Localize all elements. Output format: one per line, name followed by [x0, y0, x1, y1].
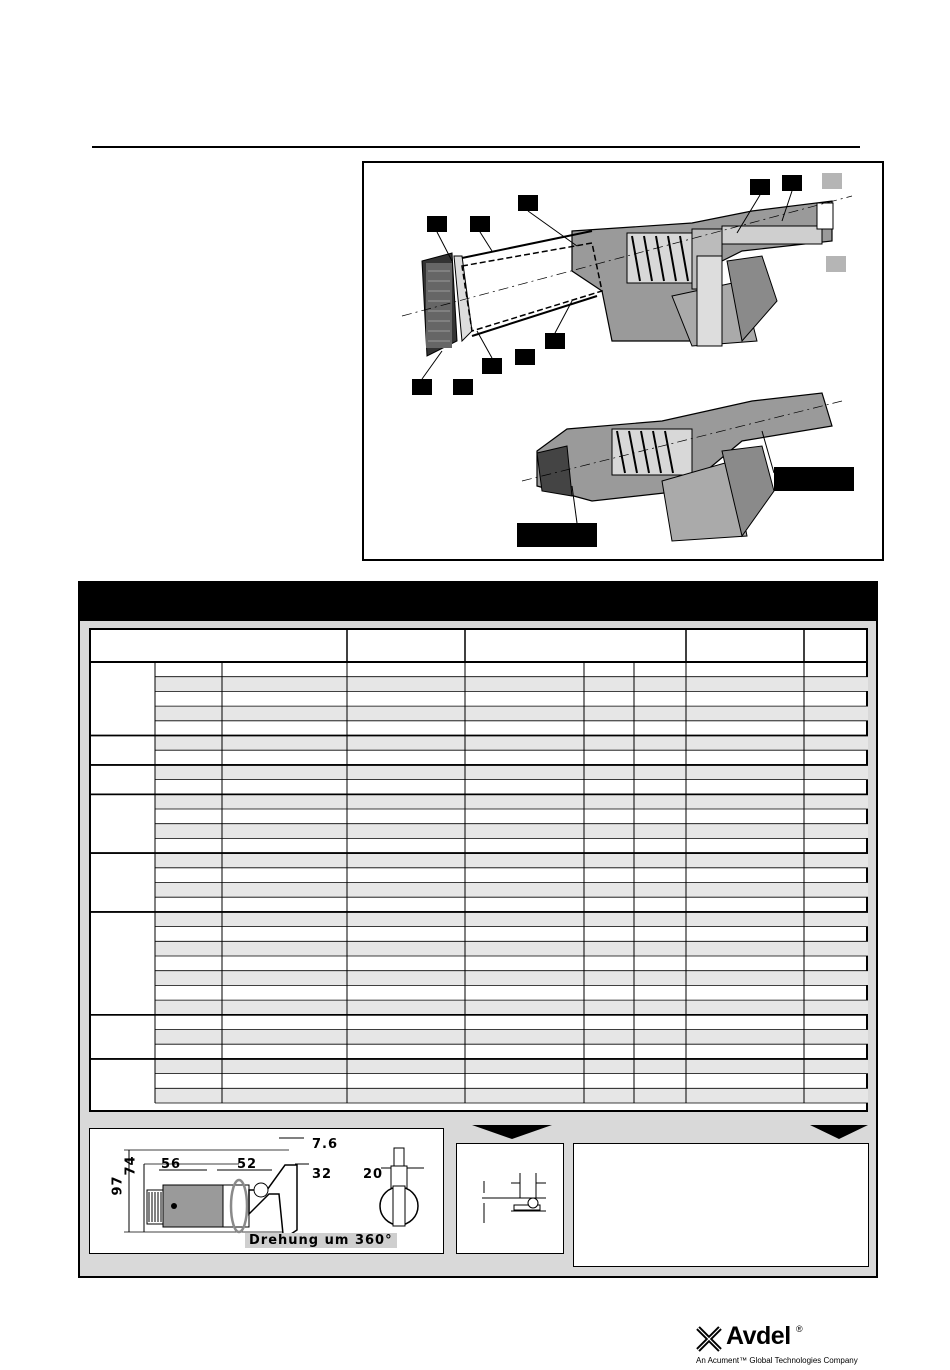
nose-detail-drawing [456, 1143, 564, 1254]
width-dim-2: 52 [237, 1157, 258, 1172]
side-dim: 32 [312, 1167, 333, 1182]
panel-header-bar [78, 581, 878, 621]
logo-name: Avdel [726, 1322, 791, 1350]
lower-tool-drawing [517, 393, 854, 547]
table-row-shade [155, 853, 868, 868]
header-rule [92, 146, 860, 148]
height-dim-1: 97 [110, 1175, 126, 1196]
table-grid [89, 628, 868, 1112]
end-view-dim: 20 [363, 1167, 384, 1182]
table-row-shade [155, 971, 868, 986]
brand-logo [696, 1322, 858, 1365]
table-row-shade [155, 1088, 868, 1103]
table-row-shade [155, 677, 868, 692]
width-dim-1: 56 [161, 1157, 182, 1172]
table-row-shade [155, 912, 868, 927]
upper-tool-drawing [402, 196, 852, 356]
tool-cross-section-drawing [362, 161, 884, 561]
table-row-shade [155, 824, 868, 839]
table-row-shade [155, 736, 868, 751]
table-row-shade [155, 941, 868, 956]
logo-tagline: An Acument™ Global Technologies Company [696, 1356, 858, 1365]
avdel-x-icon [696, 1326, 722, 1352]
table-row-shade [155, 883, 868, 898]
height-dim-2: 74 [123, 1155, 139, 1176]
pointer-arrows [470, 1125, 870, 1141]
table-row-shade [155, 1059, 868, 1074]
table-row-shade [155, 765, 868, 780]
logo-registered: ® [796, 1324, 803, 1334]
notes-box [573, 1143, 869, 1267]
table-row-shade [155, 794, 868, 809]
offset-dim: 7.6 [312, 1137, 339, 1152]
table-row-shade [155, 1000, 868, 1015]
rotation-note: Drehung um 360° [245, 1233, 397, 1248]
table-row-shade [155, 1030, 868, 1045]
table-row-shade [155, 706, 868, 721]
